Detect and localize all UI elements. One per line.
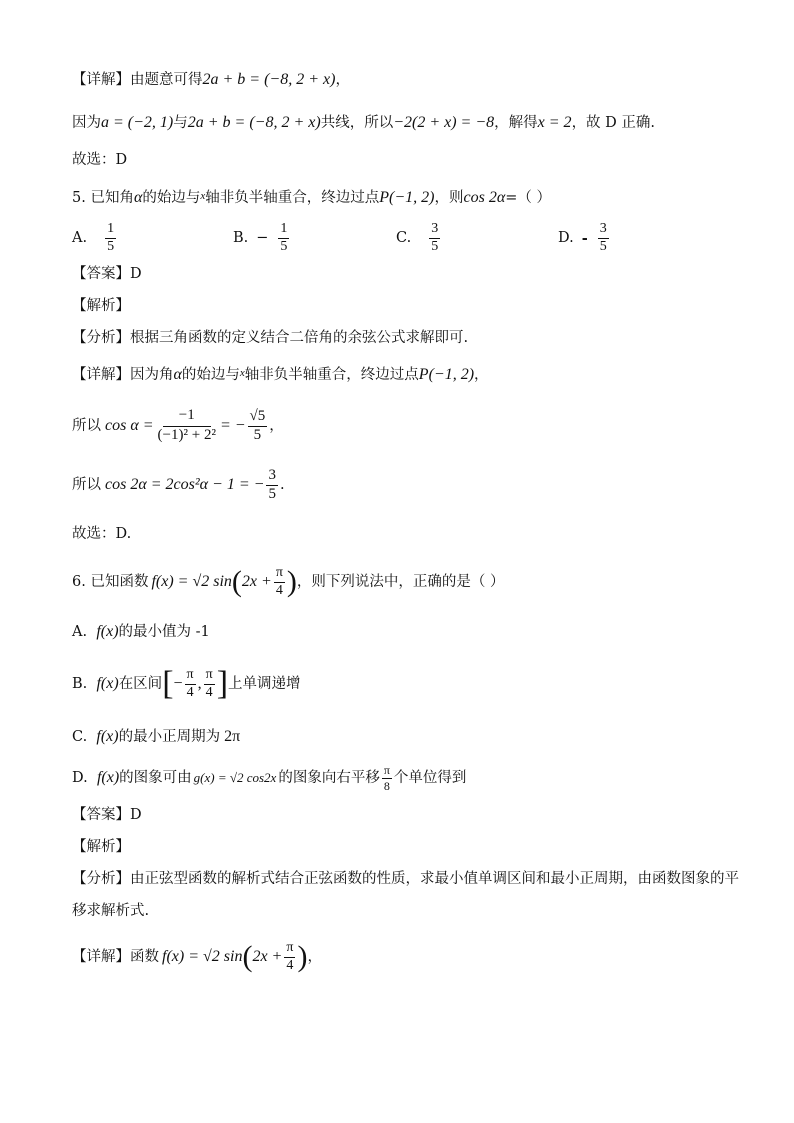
option-letter: A. xyxy=(72,230,88,247)
alpha-symbol: α xyxy=(173,366,182,383)
fenxi-text: 移求解析式. xyxy=(72,903,150,919)
option-text: 的图象向右平移 xyxy=(278,770,380,786)
q5-option-b[interactable] xyxy=(233,222,291,254)
text-fragment: 的始边与 xyxy=(142,190,201,206)
option-fraction: $\frac{3}{5}$ xyxy=(599,221,607,254)
text-fragment: 因为 xyxy=(72,115,101,131)
q5-answer xyxy=(72,264,754,284)
vector-expression: 2a + b = (−8, 2 + x) xyxy=(202,71,336,88)
jiexi-text: 【解析】 xyxy=(72,839,130,855)
option-sign: − xyxy=(256,230,269,247)
choice-text: 故选：D. xyxy=(72,526,132,542)
function-fx: f(x) xyxy=(96,728,119,745)
right-paren: ) xyxy=(297,940,308,973)
text-fragment: 轴非负半轴重合，终边过点 xyxy=(205,190,380,206)
equals-sign: = − xyxy=(219,417,246,434)
option-letter: D. xyxy=(558,230,574,247)
pi-over-4: $\frac{\pi}{4}$ xyxy=(205,666,213,700)
solution: x = 2 xyxy=(537,114,572,131)
option-text: 的最小值为 -1 xyxy=(118,624,210,640)
option-letter: C. xyxy=(396,230,412,247)
function-fx: f(x) xyxy=(96,675,119,692)
result-fraction: $\frac{3}{5}$ xyxy=(268,466,276,502)
text-fragment: 所以 xyxy=(72,477,101,493)
q6-jiexi xyxy=(72,837,754,857)
left-bracket: [ xyxy=(162,665,174,702)
detail-label: 【详解】 xyxy=(72,949,130,965)
fenxi-text: 【分析】根据三角函数的定义结合二倍角的余弦公式求解即可. xyxy=(72,330,469,346)
q5-option-c[interactable] xyxy=(396,222,442,254)
left-paren: ( xyxy=(231,565,242,598)
neg-pi-over-4: $\frac{\pi}{4}$ xyxy=(186,666,194,700)
option-fraction: $\frac{1}{5}$ xyxy=(107,221,115,254)
pi-over-8: $\frac{\pi}{8}$ xyxy=(383,762,390,793)
option-text: 上单调递增 xyxy=(228,676,301,692)
cos-2alpha-expr: cos 2α = 2cos²α − 1 = − xyxy=(105,476,265,493)
cos-alpha-fraction: $\frac{-1}{\text{(−1)² + 2²}}$ xyxy=(157,407,216,443)
point-p: P(−1, 2) xyxy=(379,189,435,206)
text-fragment: 共线，所以 xyxy=(320,115,394,131)
question-5 xyxy=(72,186,754,208)
text-fragment: ，解得 xyxy=(494,115,538,131)
text-fragment: 因为角 xyxy=(130,367,174,383)
option-letter: B. xyxy=(233,230,249,247)
cos-2alpha: cos 2α xyxy=(463,189,506,206)
detail-label: 【详解】 xyxy=(72,72,130,88)
q6-fenxi-1 xyxy=(72,869,754,889)
sqrt5-fraction: $\frac{√5}{5}$ xyxy=(249,407,266,443)
inner-expr: 2x + xyxy=(241,573,272,590)
detail-line-2 xyxy=(72,113,754,133)
question-number: 5. 已知角 xyxy=(72,190,134,206)
function-gx: g(x) = √2 cos2x xyxy=(193,770,277,785)
option-letter: B. xyxy=(72,676,88,692)
x-symbol: x xyxy=(200,190,206,202)
q6-option-a[interactable] xyxy=(72,622,754,642)
pi-over-4: $\frac{\pi}{4}$ xyxy=(275,564,283,598)
punctuation: ， xyxy=(474,367,489,383)
option-letter: D. xyxy=(72,770,88,786)
vector-a: a = (−2, 1) xyxy=(101,114,174,131)
q5-choice xyxy=(72,524,754,544)
punctuation: ， xyxy=(307,949,322,965)
fenxi-text: 【分析】由正弦型函数的解析式结合正弦函数的性质，求最小值单调区间和最小正周期，由函数图象的平 xyxy=(72,871,739,887)
option-text: 的图象可由 xyxy=(119,770,192,786)
text-fragment: ，故 D 正确. xyxy=(571,115,656,131)
pi-over-4: $\frac{\pi}{4}$ xyxy=(286,939,294,973)
q6-option-d[interactable] xyxy=(72,760,754,796)
option-text: 在区间 xyxy=(118,676,163,692)
detail-text: 由题意可得 xyxy=(130,72,203,88)
choice-text: 故选：D xyxy=(72,152,128,168)
q6-fenxi-2 xyxy=(72,901,754,921)
point-p: P(−1, 2) xyxy=(418,366,475,383)
q5-jiexi xyxy=(72,296,754,316)
text-fragment: 所以 xyxy=(72,418,101,434)
option-fraction: $\frac{1}{5}$ xyxy=(280,221,288,254)
detail-line-1 xyxy=(72,70,754,90)
detail-label: 【详解】 xyxy=(72,367,130,383)
option-letter: C. xyxy=(72,729,88,745)
cos-alpha-lhs: cos α = xyxy=(105,417,154,434)
question-number: 6. 已知函数 xyxy=(72,574,149,590)
option-fraction: $\frac{3}{5}$ xyxy=(431,221,439,254)
q5-cos-2alpha xyxy=(72,465,754,505)
vector-sum: 2a + b = (−8, 2 + x) xyxy=(187,114,321,131)
answer-blank: =（ ） xyxy=(505,190,551,206)
collinear-equation: −2(2 + x) = −8 xyxy=(393,114,495,131)
q5-detail xyxy=(72,363,754,385)
jiexi-text: 【解析】 xyxy=(72,298,130,314)
x-symbol: x xyxy=(239,367,245,379)
text-fragment: 函数 xyxy=(130,949,159,965)
right-paren: ) xyxy=(286,565,297,598)
left-paren: ( xyxy=(242,940,253,973)
q5-option-a[interactable] xyxy=(72,222,118,254)
period-value: 2π xyxy=(224,728,241,745)
right-bracket: ] xyxy=(216,665,229,702)
q6-detail xyxy=(72,935,754,979)
alpha-symbol: α xyxy=(133,189,143,206)
text-fragment: 与 xyxy=(173,115,188,131)
punctuation: ， xyxy=(335,72,350,88)
question-tail: ，则下列说法中，正确的是（ ） xyxy=(296,574,505,590)
q6-answer xyxy=(72,805,754,825)
function-fx: f(x) xyxy=(96,769,120,786)
option-text: 的最小正周期为 xyxy=(118,729,221,745)
function-fx: f(x) = √2 sin xyxy=(151,573,232,590)
punctuation: ， xyxy=(269,418,284,434)
q5-option-d[interactable] xyxy=(558,222,611,254)
option-text: 个单位得到 xyxy=(393,770,467,786)
q5-fenxi xyxy=(72,328,754,348)
function-fx: f(x) xyxy=(96,623,119,640)
q6-option-c[interactable] xyxy=(72,727,754,747)
punctuation: . xyxy=(279,477,285,493)
question-6 xyxy=(72,560,754,604)
choice-line-4 xyxy=(72,150,754,170)
q6-option-b[interactable]: B. f(x) 在区间 [ − $\frac{\pi}{4}$ , $\frac{\pi}{4}$ ] 上单调递增 xyxy=(72,665,301,702)
option-sign: - xyxy=(581,229,588,247)
answer-text: 【答案】D xyxy=(72,807,142,823)
text-fragment: 轴非负半轴重合，终边过点 xyxy=(244,367,419,383)
inner-expr: 2x + xyxy=(252,948,283,965)
text-fragment: 的始边与 xyxy=(181,367,240,383)
function-fx: f(x) = √2 sin xyxy=(162,948,243,965)
text-fragment: ，则 xyxy=(434,190,464,206)
q5-cos-alpha xyxy=(72,402,754,450)
answer-text: 【答案】D xyxy=(72,266,142,282)
option-letter: A. xyxy=(72,624,88,640)
